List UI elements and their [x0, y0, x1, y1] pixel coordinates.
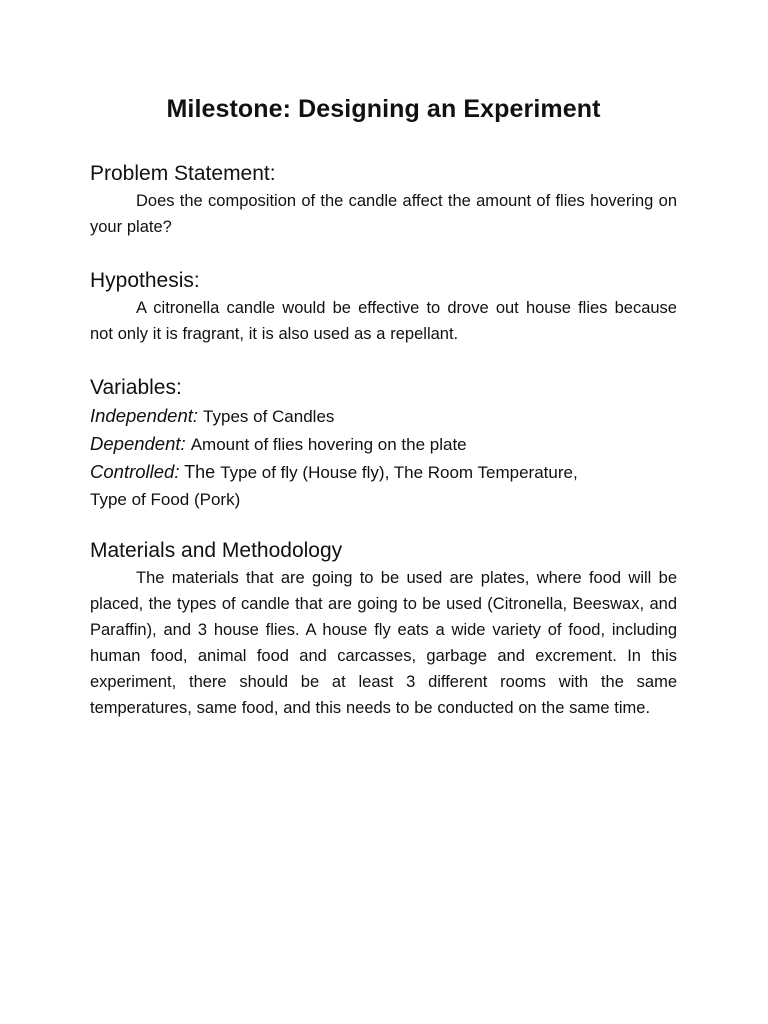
controlled-value-lead: The: [184, 462, 216, 482]
independent-variable: [90, 402, 677, 430]
independent-value: Types of Candles: [203, 407, 335, 426]
materials-section: [90, 537, 677, 721]
controlled-label: Controlled:: [90, 461, 180, 482]
controlled-value: Type of fly (House fly), The Room Temperature,: [220, 463, 578, 482]
hypothesis-text: A citronella candle would be effective to drove out house flies because not only it is fragrant, it is also used as a repellant.: [90, 299, 677, 343]
dependent-value: Amount of flies hovering on the plate: [190, 435, 467, 454]
dependent-label: Dependent:: [90, 433, 186, 454]
document-title: Milestone: Designing an Experiment: [166, 95, 601, 123]
variables-section: [90, 374, 677, 513]
controlled-variable: [90, 458, 677, 486]
document-page: [90, 88, 677, 130]
dependent-variable: [90, 430, 677, 458]
hypothesis-section: [90, 267, 677, 347]
hypothesis-heading: Hypothesis:: [90, 269, 200, 292]
independent-label: Independent:: [90, 405, 199, 426]
problem-statement-section: [90, 160, 677, 240]
materials-text: The materials that are going to be used are plates, where food will be placed, the types of candle that are going to be used (Citronella, Beeswax, and Paraffin), and 3 house flies. A house fly eats a wide variety of food, including human food, animal food and carcasses, garbage and excrement. In this experiment, there should be at least 3 different rooms with the same temperatures, same food, and this needs to be conducted on the same time.: [90, 569, 677, 717]
controlled-value-continued: Type of Food (Pork): [90, 490, 241, 509]
variables-heading: Variables:: [90, 376, 182, 399]
problem-statement-text: Does the composition of the candle affect the amount of flies hovering on your plate?: [90, 192, 677, 236]
problem-statement-heading: Problem Statement:: [90, 162, 276, 185]
controlled-variable-continued: [90, 486, 677, 513]
materials-heading: Materials and Methodology: [90, 539, 343, 562]
